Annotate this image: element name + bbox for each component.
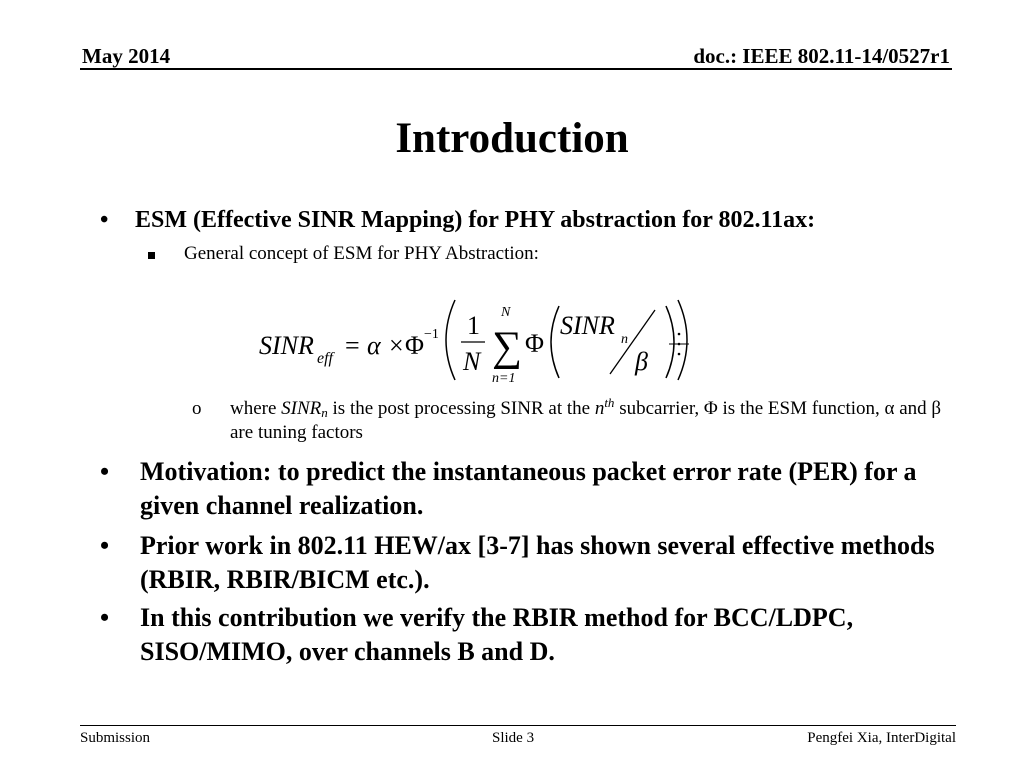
formula-phi-inverse: Φ xyxy=(405,331,425,360)
formula-n-subscript: n xyxy=(621,332,628,347)
header-date: May 2014 xyxy=(82,44,171,68)
outer-left-paren xyxy=(446,300,455,380)
footer-slide-number: Slide 3 xyxy=(492,730,535,746)
outer-right-paren xyxy=(678,300,687,380)
bullet-concept-text: General concept of ESM for PHY Abstraction: xyxy=(184,243,539,264)
header-divider xyxy=(80,68,952,70)
division-slash xyxy=(610,310,655,374)
circle-bullet-icon: o xyxy=(192,398,202,419)
esm-formula xyxy=(255,292,695,388)
formula-beta: β xyxy=(635,347,648,376)
formula-sinr-n: SINR xyxy=(560,311,615,340)
formula-fraction-one: 1 xyxy=(467,311,480,340)
square-bullet-icon xyxy=(148,252,155,259)
formula-fraction-n: N xyxy=(463,347,481,376)
bullet-esm-text: ESM (Effective SINR Mapping) for PHY abstraction for 802.11ax: xyxy=(135,207,816,233)
footer-divider xyxy=(80,725,956,726)
inner-right-paren xyxy=(666,306,674,378)
formula-eff-subscript: eff xyxy=(317,350,333,367)
bullet-dot-icon: • xyxy=(100,207,109,233)
footer-submission: Submission xyxy=(80,730,151,746)
formula-phi: Φ xyxy=(525,329,545,358)
formula-times: × xyxy=(389,331,404,360)
inner-left-paren xyxy=(551,306,559,378)
formula-alpha: α xyxy=(367,331,381,360)
footer-author: Pengfei Xia, InterDigital xyxy=(807,730,956,746)
bullet-prior-text: Prior work in 802.11 HEW/ax [3-7] has shown several effective methods (RBIR, RBIR/BICM etc.). xyxy=(140,531,935,594)
bullet-dot-icon: • xyxy=(100,457,110,486)
summation-icon: ∑ xyxy=(492,324,522,370)
bullet-contribution-text: In this contribution we verify the RBIR method for BCC/LDPC, SISO/MIMO, over channels B and D. xyxy=(140,603,854,666)
sum-upper-limit: N xyxy=(501,305,511,320)
bullet-dot-icon: • xyxy=(100,603,110,632)
bullet-where-text: where $SINR_n$ is the post processing SINR at the $n^{th}$ subcarrier, Φ is the ESM function, α and β are tuning factors xyxy=(230,395,942,443)
sum-lower-limit: n=1 xyxy=(492,371,516,386)
header-doc-id: doc.: IEEE 802.11-14/0527r1 xyxy=(693,44,950,68)
formula-sinr-eff: SINR xyxy=(259,331,314,360)
formula-equals: = xyxy=(345,331,360,360)
formula-inverse-exponent: −1 xyxy=(424,327,439,342)
bullet-motivation-text: Motivation: to predict the instantaneous packet error rate (PER) for a given channel realization. xyxy=(140,457,917,520)
slide-title: Introduction xyxy=(395,115,629,162)
bullet-dot-icon: • xyxy=(100,531,110,560)
